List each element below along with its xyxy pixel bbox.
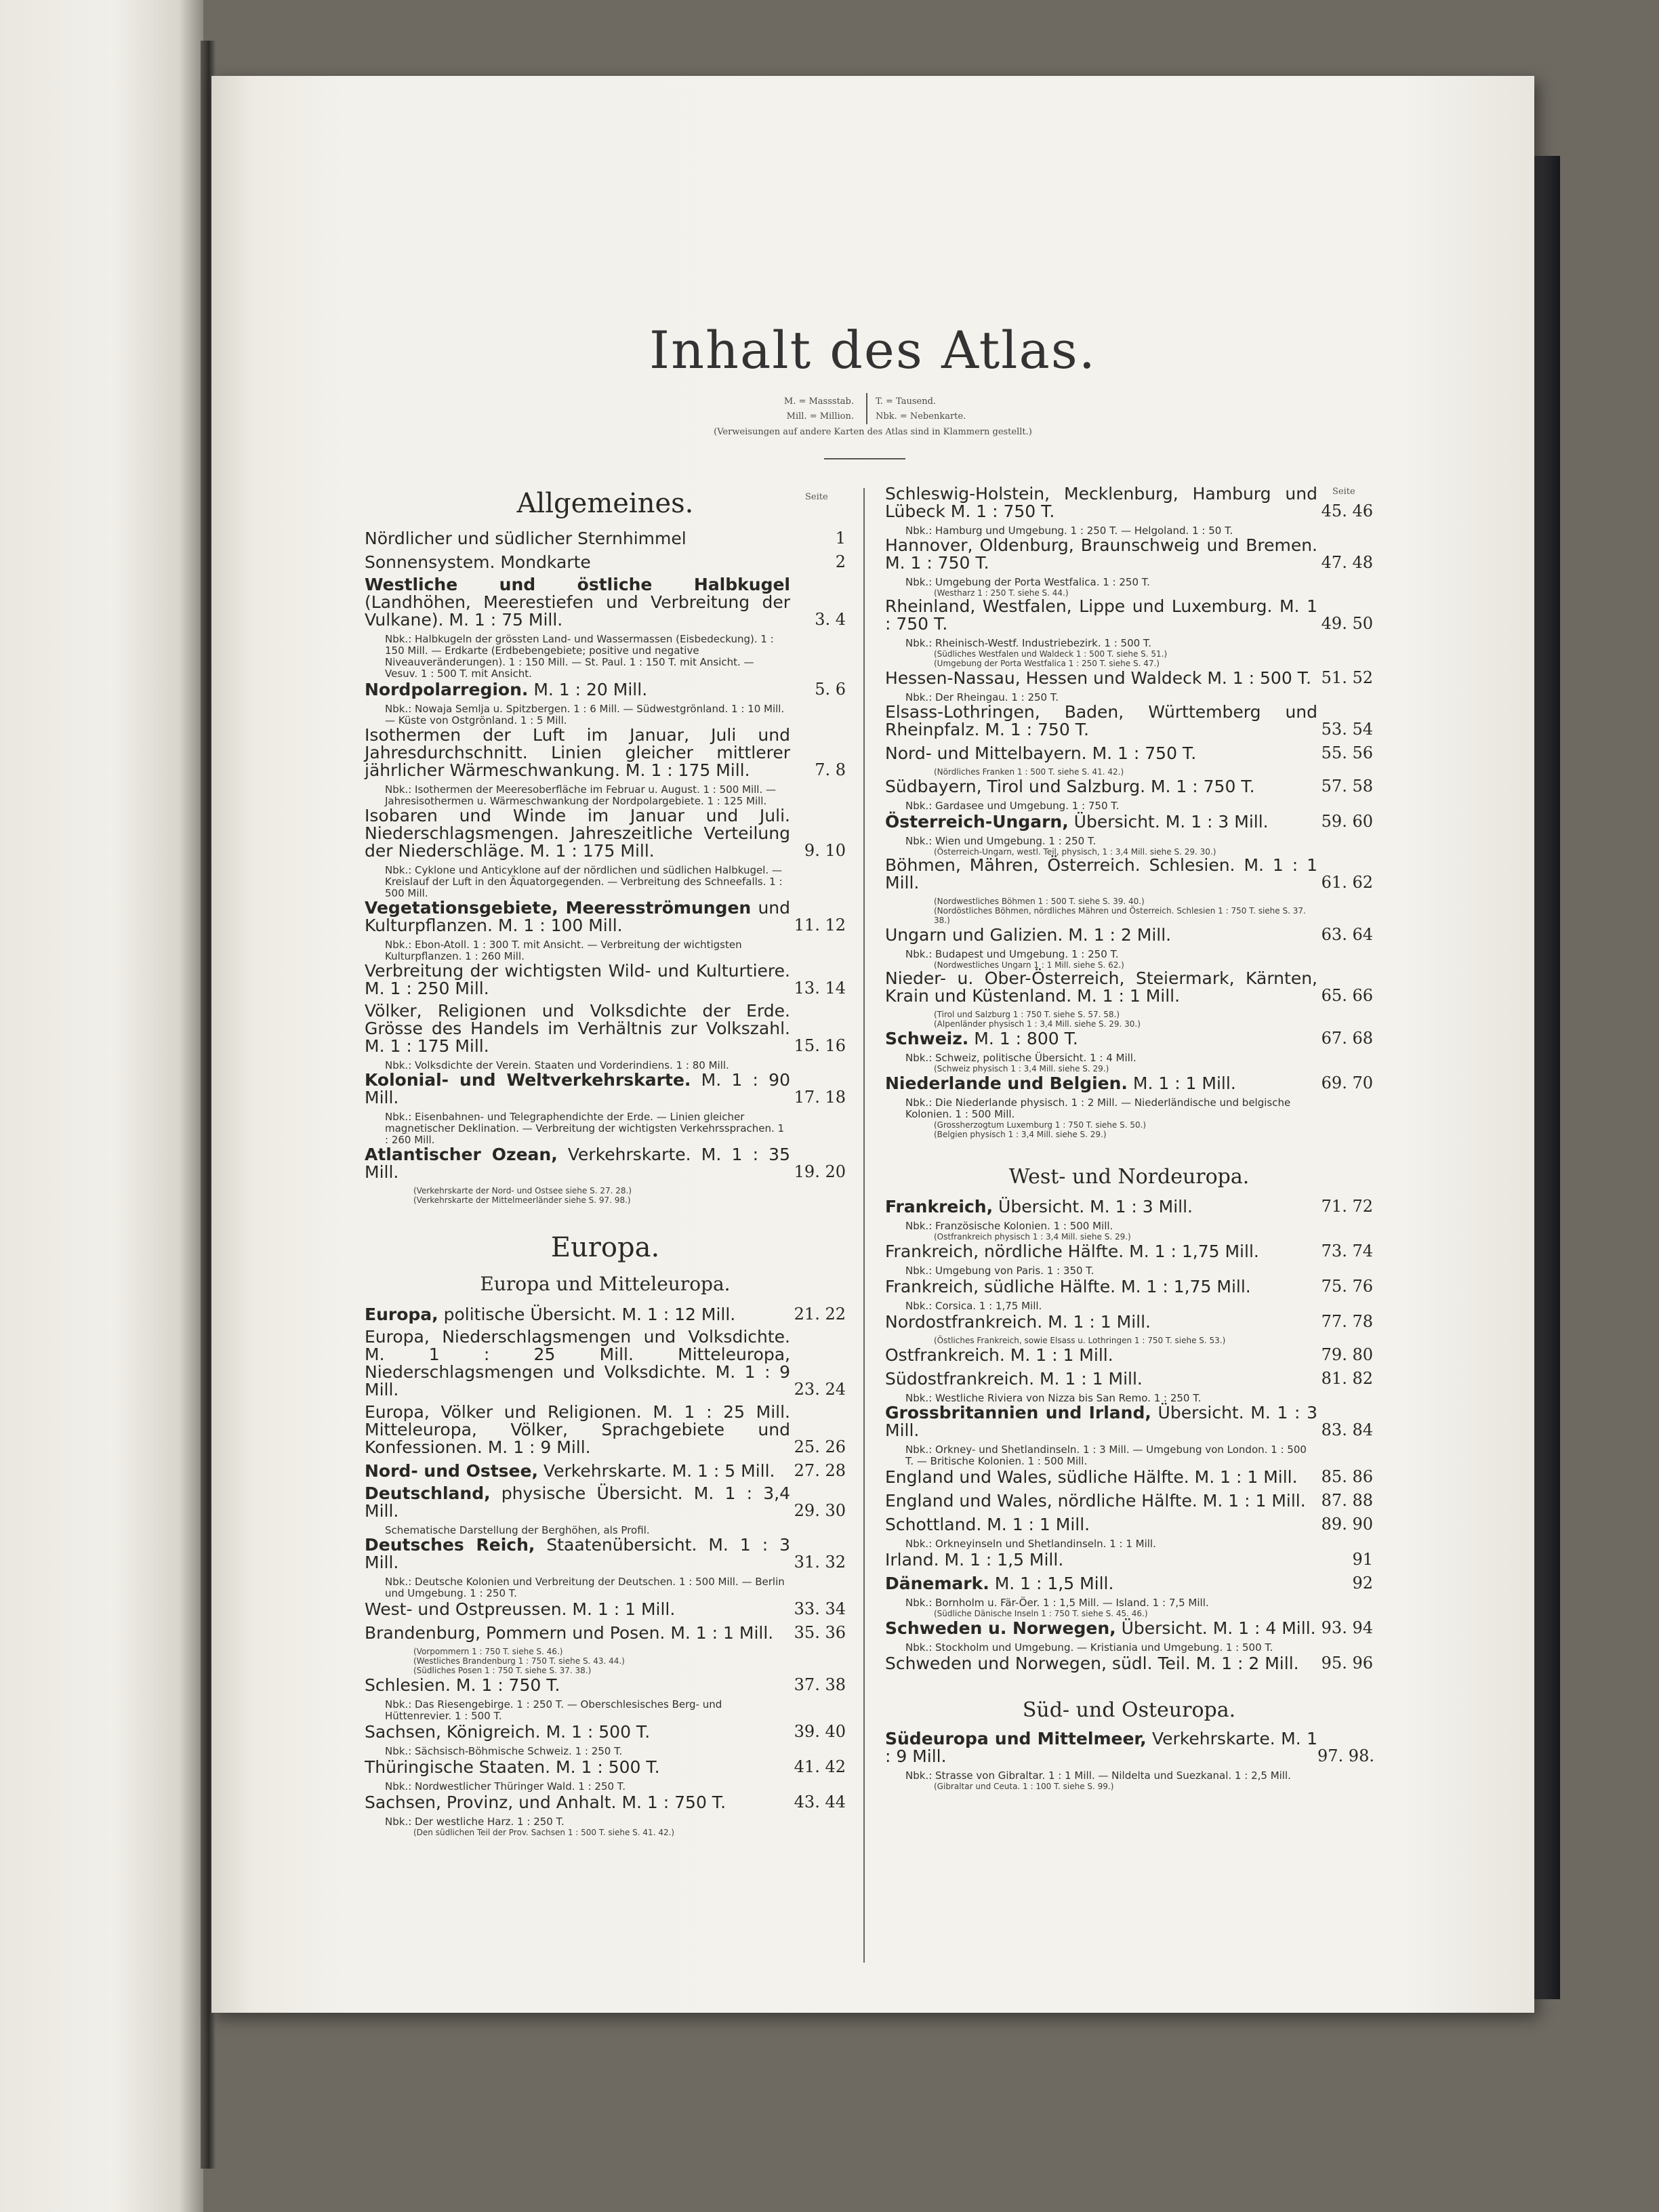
entry-page-number: 61. 62 [1321, 873, 1373, 892]
contents-entry [365, 1146, 846, 1181]
inset-map-note: Nbk.: Halbkugeln der grössten Land- und Wassermassen (Eisbedeckung). 1 : 150 Mill. — Erdkarte (Erdbebengebiete; positive und negative Niveauveränderungen). 1 : 150 Mill. — St. Paul. 1 : 150 T. mit Ansicht. — Vesuv. 1 : 500 T. mit Ansicht. [385, 633, 774, 680]
reference-note: (Verweisungen auf andere Karten des Atlas sind in Klammern gestellt.) [714, 427, 1032, 437]
subsection-heading: Europa und Mitteleuropa. [480, 1273, 731, 1295]
entry-title [365, 1759, 790, 1776]
entry-page-number: 71. 72 [1321, 1197, 1373, 1216]
entry-bold-title: Niederlande und Belgien. [885, 1073, 1128, 1093]
entry-page-number: 2 [835, 552, 846, 571]
entry-title [885, 1347, 1317, 1364]
entry-page-number: 57. 58 [1321, 777, 1373, 796]
entry-title [365, 1146, 790, 1181]
contents-entry [885, 1404, 1373, 1439]
entry-title [365, 807, 790, 860]
section-heading: Allgemeines. [516, 488, 694, 519]
cross-reference: (Nordwestliches Böhmen 1 : 500 T. siehe S. 39. 40.) [934, 897, 1145, 906]
entry-page-number: 45. 46 [1321, 501, 1373, 520]
cross-reference: (Den südlichen Teil der Prov. Sachsen 1 : 500 T. siehe S. 41. 42.) [413, 1828, 675, 1837]
entry-text: Nordostfrankreich. M. 1 : 1 Mill. [885, 1312, 1151, 1332]
contents-entry [885, 1369, 1373, 1388]
entry-title [885, 1655, 1317, 1673]
entry-bold-title: Atlantischer Ozean, [365, 1145, 558, 1164]
entry-title [885, 1030, 1317, 1048]
inset-map-note: Nbk.: Cyklone und Anticyklone auf der nördlichen und südlichen Halbkugel. — Kreislauf der Luft in den Äquatorgegenden. — Verbreitung des Schneefalls. 1 : 500 Mill. [385, 864, 783, 899]
inset-map-note: Nbk.: Corsica. 1 : 1,75 Mill. [905, 1300, 1042, 1312]
entry-page-number: 49. 50 [1321, 614, 1373, 633]
contents-entry [885, 1197, 1373, 1216]
cross-reference: (Grossherzogtum Luxemburg 1 : 750 T. siehe S. 50.) [934, 1120, 1147, 1130]
entry-text: Staatenübersicht. M. 1 : 3 Mill. [365, 1535, 790, 1572]
book-cover-edge [1533, 156, 1560, 1999]
entry-title [885, 1551, 1317, 1569]
page-column-label: Seite [805, 492, 828, 502]
inset-map-note: Nbk.: Isothermen der Meeresoberfläche im Februar u. August. 1 : 500 Mill. — Jahresisothermen u. Wärmeschwankung der Nordpolargebiete. 1 : 125 Mill. [385, 783, 777, 807]
inset-map-note: Nbk.: Französische Kolonien. 1 : 500 Mill. [905, 1220, 1113, 1232]
entry-page-number: 33. 34 [794, 1599, 846, 1618]
entry-text: Hessen-Nassau, Hessen und Waldeck M. 1 : 500 T. [885, 668, 1311, 688]
inset-map-note: Nbk.: Volksdichte der Verein. Staaten und Vorderindiens. 1 : 80 Mill. [385, 1059, 729, 1071]
entry-title [885, 1516, 1317, 1534]
entry-page-number: 81. 82 [1321, 1369, 1373, 1388]
entry-title [365, 899, 790, 935]
entry-page-number: 67. 68 [1321, 1029, 1373, 1048]
contents-entry [365, 1599, 846, 1618]
entry-title [365, 1002, 790, 1055]
entry-bold-title: Frankreich, [885, 1197, 994, 1216]
entry-page-number: 95. 96 [1321, 1654, 1373, 1673]
entry-title [365, 576, 790, 629]
entry-title [365, 1485, 790, 1520]
entry-text: Sachsen, Provinz, und Anhalt. M. 1 : 750 T. [365, 1793, 726, 1812]
entry-bold-title: Österreich-Ungarn, [885, 812, 1069, 832]
cross-reference: (Verkehrskarte der Mittelmeerländer siehe S. 97. 98.) [413, 1195, 631, 1205]
entry-title [885, 1730, 1317, 1765]
entry-page-number: 89. 90 [1321, 1515, 1373, 1534]
entry-title [885, 485, 1317, 520]
entry-text: Isobaren und Winde im Januar und Juli. Niederschlagsmengen. Jahreszeitliche Verteilung der Niederschläge. M. 1 : 175 Mill. [365, 806, 790, 861]
legend-item: T. = Tausend. [876, 396, 937, 407]
entry-page-number: 65. 66 [1321, 986, 1373, 1005]
entry-bold-title: Westliche und östliche Halbkugel [365, 575, 790, 594]
entry-page-number: 85. 86 [1321, 1467, 1373, 1486]
entry-bold-title: Südeuropa und Mittelmeer, [885, 1729, 1147, 1748]
cross-reference: (Vorpommern 1 : 750 T. siehe S. 46.) [413, 1647, 563, 1656]
entry-title [885, 926, 1317, 944]
entry-title [885, 537, 1317, 572]
entry-bold-title: Nord- und Ostsee, [365, 1461, 538, 1481]
entry-text: Ungarn und Galizien. M. 1 : 2 Mill. [885, 925, 1172, 945]
entry-title [365, 1794, 790, 1811]
inset-map-note: Nbk.: Wien und Umgebung. 1 : 250 T. [905, 835, 1097, 847]
entry-title [885, 778, 1317, 796]
entry-text: und Kulturpflanzen. M. 1 : 100 Mill. [365, 898, 790, 935]
entry-text: Isothermen der Luft im Januar, Juli und Jahresdurchschnitt. Linien gleicher mittlerer jährlicher Wärmeschwankung. M. 1 : 175 Mill. [365, 725, 790, 780]
entry-title [365, 1601, 790, 1618]
entry-page-number: 77. 78 [1321, 1312, 1373, 1331]
contents-entry [885, 1550, 1373, 1569]
entry-title [365, 1536, 790, 1572]
contents-entry [885, 485, 1373, 520]
contents-column-left [365, 485, 846, 1837]
entry-bold-title: Schweiz. [885, 1029, 969, 1048]
entry-page-number: 15. 16 [794, 1036, 846, 1055]
entry-page-number: 75. 76 [1321, 1277, 1373, 1296]
entry-text: Frankreich, südliche Hälfte. M. 1 : 1,75 Mill. [885, 1277, 1251, 1296]
contents-entry [885, 1491, 1373, 1510]
inset-map-note: Nbk.: Bornholm u. Fär-Öer. 1 : 1,5 Mill. — Island. 1 : 7,5 Mill. [905, 1597, 1209, 1609]
entry-text: Brandenburg, Pommern und Posen. M. 1 : 1 Mill. [365, 1623, 774, 1643]
entry-text: Schottland. M. 1 : 1 Mill. [885, 1515, 1090, 1534]
entry-bold-title: Kolonial- und Weltverkehrskarte. [365, 1070, 691, 1090]
entry-title [885, 1469, 1317, 1486]
contents-entry [885, 1574, 1373, 1593]
entry-text: Irland. M. 1 : 1,5 Mill. [885, 1550, 1064, 1570]
contents-entry [365, 726, 846, 779]
contents-entry [365, 552, 846, 571]
contents-entry [885, 1467, 1373, 1486]
contents-entry [365, 1404, 846, 1456]
section-heading: Europa. [550, 1232, 660, 1263]
entry-bold-title: Grossbritannien und Irland, [885, 1403, 1151, 1422]
contents-entry [885, 1345, 1373, 1364]
cross-reference: (Südliche Dänische Inseln 1 : 750 T. siehe S. 45. 46.) [934, 1609, 1148, 1618]
entry-page-number: 83. 84 [1321, 1420, 1373, 1439]
entry-title [885, 970, 1317, 1005]
entry-text: Thüringische Staaten. M. 1 : 500 T. [365, 1757, 660, 1777]
cross-reference: (Österreich-Ungarn, westl. Teil, physisch, 1 : 3,4 Mill. siehe S. 29. 30.) [934, 847, 1216, 857]
contents-entry [365, 529, 846, 548]
legend-item: M. = Massstab. [783, 396, 854, 407]
entry-page-number: 13. 14 [794, 979, 846, 998]
entry-text: Frankreich, nördliche Hälfte. M. 1 : 1,75 Mill. [885, 1242, 1259, 1261]
entry-text: Übersicht. M. 1 : 3 Mill. [998, 1197, 1193, 1216]
entry-text: Verkehrskarte. M. 1 : 9 Mill. [885, 1729, 1317, 1766]
cross-reference: (Umgebung der Porta Westfalica 1 : 250 T. siehe S. 47.) [934, 659, 1160, 668]
inset-map-note: Nbk.: Umgebung der Porta Westfalica. 1 : 250 T. [905, 576, 1150, 588]
section-heading: Süd- und Osteuropa. [1022, 1698, 1236, 1722]
entry-title [885, 1198, 1317, 1216]
entry-page-number: 19. 20 [794, 1162, 846, 1181]
entry-page-number: 69. 70 [1321, 1073, 1373, 1092]
entry-text: Verbreitung der wichtigsten Wild- und Kulturtiere. M. 1 : 250 Mill. [365, 961, 790, 998]
entry-title [365, 1462, 790, 1480]
entry-title [365, 1723, 790, 1741]
entry-text: Südbayern, Tirol und Salzburg. M. 1 : 750 T. [885, 777, 1255, 796]
contents-entry [365, 962, 846, 998]
entry-text: Sachsen, Königreich. M. 1 : 500 T. [365, 1722, 651, 1742]
entry-title [885, 703, 1317, 739]
contents-entry [365, 1536, 846, 1572]
entry-title [365, 530, 790, 548]
entry-page-number: 93. 94 [1321, 1618, 1373, 1637]
abbreviation-legend-left [718, 394, 854, 424]
entry-text: Europa, Völker und Religionen. M. 1 : 25 Mill. Mitteleuropa, Völker, Sprachgebiete und Konfessionen. M. 1 : 9 Mill. [365, 1402, 790, 1457]
atlas-contents-page [211, 76, 1534, 2013]
cross-reference: (Westliches Brandenburg 1 : 750 T. siehe S. 43. 44.) [413, 1656, 625, 1666]
cross-reference: (Verkehrskarte der Nord- und Ostsee siehe S. 27. 28.) [413, 1186, 632, 1195]
entry-text: politische Übersicht. M. 1 : 12 Mill. [443, 1305, 736, 1324]
inset-map-note: Nbk.: Umgebung von Paris. 1 : 350 T. [905, 1265, 1094, 1277]
entry-page-number: 5. 6 [815, 680, 846, 699]
contents-entry [885, 777, 1373, 796]
inset-map-note: Nbk.: Sächsisch-Böhmische Schweiz. 1 : 250 T. [385, 1745, 623, 1757]
entry-page-number: 7. 8 [815, 760, 846, 779]
page-column-label: Seite [1332, 487, 1355, 497]
entry-text: Europa, Niederschlagsmengen und Volksdichte. M. 1 : 25 Mill. Mitteleuropa, Niederschlagsmengen und Volksdichte. M. 1 : 9 Mill. [365, 1327, 790, 1399]
entry-page-number: 25. 26 [794, 1437, 846, 1456]
contents-entry [885, 668, 1373, 687]
contents-entry [885, 1277, 1373, 1296]
contents-entry [885, 925, 1373, 944]
entry-page-number: 53. 54 [1321, 720, 1373, 739]
entry-bold-title: Schweden u. Norwegen, [885, 1618, 1116, 1638]
entry-page-number: 35. 36 [794, 1623, 846, 1642]
inset-map-note: Nbk.: Budapest und Umgebung. 1 : 250 T. [905, 948, 1119, 960]
entry-text: Elsass-Lothringen, Baden, Württemberg und Rheinpfalz. M. 1 : 750 T. [885, 702, 1317, 739]
cross-reference: (Östliches Frankreich, sowie Elsass u. Lothringen 1 : 750 T. siehe S. 53.) [934, 1336, 1226, 1345]
entry-text: M. 1 : 1,5 Mill. [994, 1574, 1114, 1593]
entry-text: Verkehrskarte. M. 1 : 35 Mill. [365, 1145, 790, 1182]
entry-title [365, 962, 790, 998]
entry-text: Völker, Religionen und Volksdichte der Erde. Grösse des Handels im Verhältnis zur Volkszahl. M. 1 : 175 Mill. [365, 1001, 790, 1056]
contents-entry [365, 899, 846, 935]
entry-page-number: 21. 22 [794, 1305, 846, 1324]
entry-title [885, 813, 1317, 831]
contents-entry [885, 1073, 1373, 1092]
facing-page [0, 0, 203, 2212]
entry-title [885, 1575, 1317, 1593]
contents-entry [885, 703, 1373, 739]
entry-title [365, 1071, 790, 1107]
entry-title [885, 1278, 1317, 1296]
entry-title [885, 1313, 1317, 1331]
contents-entry [365, 1623, 846, 1642]
inset-map-note: Nbk.: Strasse von Gibraltar. 1 : 1 Mill. — Nildelta und Suezkanal. 1 : 2,5 Mill. [905, 1769, 1291, 1782]
entry-text: Nördlicher und südlicher Sternhimmel [365, 529, 687, 548]
contents-entry [365, 680, 846, 699]
legend-divider [866, 393, 867, 424]
entry-title [365, 1328, 790, 1399]
entry-bold-title: Dänemark. [885, 1574, 989, 1593]
title-rule [824, 458, 905, 459]
entry-text: Schweden und Norwegen, südl. Teil. M. 1 : 2 Mill. [885, 1654, 1299, 1673]
cross-reference: (Schweiz physisch 1 : 3,4 Mill. siehe S. 29.) [934, 1064, 1109, 1073]
entry-page-number: 9. 10 [804, 841, 846, 860]
entry-page-number: 39. 40 [794, 1722, 846, 1741]
entry-page-number: 31. 32 [794, 1553, 846, 1572]
contents-entry [885, 812, 1373, 831]
contents-entry [885, 537, 1373, 572]
contents-entry [885, 598, 1373, 633]
entry-text: Hannover, Oldenburg, Braunschweig und Bremen. M. 1 : 750 T. [885, 535, 1317, 573]
entry-bold-title: Vegetationsgebiete, Meeresströmungen [365, 898, 752, 918]
entry-title [885, 1243, 1317, 1261]
cross-reference: (Südliches Westfalen und Waldeck 1 : 500 T. siehe S. 51.) [934, 649, 1168, 659]
inset-map-note: Nbk.: Eisenbahnen- und Telegraphendichte der Erde. — Linien gleicher magnetischer Deklination. — Verbreitung der wichtigsten Verkehrssprachen. 1 : 260 Mill. [385, 1111, 785, 1146]
entry-title [885, 1492, 1317, 1510]
entry-text: Südostfrankreich. M. 1 : 1 Mill. [885, 1369, 1143, 1389]
contents-entry [365, 807, 846, 860]
cross-reference: (Tirol und Salzburg 1 : 750 T. siehe S. 57. 58.) [934, 1010, 1120, 1019]
entry-text: Übersicht. M. 1 : 3 Mill. [885, 1403, 1317, 1440]
entry-text: England und Wales, nördliche Hälfte. M. 1 : 1 Mill. [885, 1491, 1306, 1511]
contents-entry [365, 1793, 846, 1811]
entry-page-number: 29. 30 [794, 1501, 846, 1520]
contents-entry [885, 1029, 1373, 1048]
inset-map-note: Nbk.: Orkney- und Shetlandinseln. 1 : 3 Mill. — Umgebung von London. 1 : 500 T. — Britische Kolonien. 1 : 500 Mill. [905, 1443, 1307, 1467]
contents-entry [365, 576, 846, 629]
inset-map-note: Nbk.: Ebon-Atoll. 1 : 300 T. mit Ansicht. — Verbreitung der wichtigsten Kulturpflanzen. 1 : 260 Mill. [385, 939, 742, 962]
contents-entry [885, 1312, 1373, 1331]
entry-page-number: 23. 24 [794, 1380, 846, 1399]
entry-text: Übersicht. M. 1 : 4 Mill. [1121, 1618, 1316, 1638]
cross-reference: (Südliches Posen 1 : 750 T. siehe S. 37. 38.) [413, 1666, 592, 1675]
entry-title [885, 857, 1317, 892]
contents-entry [365, 1757, 846, 1776]
inset-map-note: Schematische Darstellung der Berghöhen, als Profil. [385, 1524, 650, 1536]
entry-text: Sonnensystem. Mondkarte [365, 552, 591, 572]
inset-map-note: Nbk.: Schweiz, politische Übersicht. 1 : 4 Mill. [905, 1052, 1136, 1064]
contents-entry [885, 970, 1373, 1005]
entry-text: England und Wales, südliche Hälfte. M. 1 : 1 Mill. [885, 1467, 1298, 1487]
cross-reference: (Belgien physisch 1 : 3,4 Mill. siehe S. 29.) [934, 1130, 1107, 1139]
entry-text: Ostfrankreich. M. 1 : 1 Mill. [885, 1345, 1113, 1365]
entry-text: M. 1 : 1 Mill. [1132, 1073, 1236, 1093]
contents-entry [365, 1461, 846, 1480]
inset-map-note: Nbk.: Deutsche Kolonien und Verbreitung der Deutschen. 1 : 500 Mill. — Berlin und Umgebung. 1 : 250 T. [385, 1576, 785, 1599]
cross-reference: (Alpenländer physisch 1 : 3,4 Mill. siehe S. 29. 30.) [934, 1019, 1141, 1029]
cross-reference: (Gibraltar und Ceuta. 1 : 100 T. siehe S. 99.) [934, 1782, 1114, 1791]
entry-title [885, 745, 1317, 762]
inset-map-note: Nbk.: Stockholm und Umgebung. — Kristiania und Umgebung. 1 : 500 T. [905, 1641, 1273, 1654]
inset-map-note: Nbk.: Gardasee und Umgebung. 1 : 750 T. [905, 800, 1120, 812]
entry-bold-title: Deutschland, [365, 1483, 491, 1503]
inset-map-note: Nbk.: Das Riesengebirge. 1 : 250 T. — Oberschlesisches Berg- und Hüttenrevier. 1 : 500 T. [385, 1698, 722, 1722]
entry-title [885, 1404, 1317, 1439]
entry-text: Böhmen, Mähren, Österreich. Schlesien. M. 1 : 1 Mill. [885, 855, 1317, 893]
contents-entry [365, 1328, 846, 1399]
entry-page-number: 59. 60 [1321, 812, 1373, 831]
entry-text: Schlesien. M. 1 : 750 T. [365, 1675, 560, 1695]
inset-map-note: Nbk.: Orkneyinseln und Shetlandinseln. 1 : 1 Mill. [905, 1538, 1156, 1550]
contents-column-right [885, 485, 1373, 1791]
entry-title [365, 1624, 790, 1642]
entry-text: Verkehrskarte. M. 1 : 5 Mill. [543, 1461, 775, 1481]
contents-entry [365, 1071, 846, 1107]
entry-title [365, 1404, 790, 1456]
entry-text: Rheinland, Westfalen, Lippe und Luxemburg. M. 1 : 750 T. [885, 596, 1317, 634]
entry-bold-title: Deutsches Reich, [365, 1535, 535, 1555]
inset-map-note: Nbk.: Die Niederlande physisch. 1 : 2 Mill. — Niederländische und belgische Kolonien. 1 : 500 Mill. [905, 1097, 1291, 1120]
entry-title [885, 1075, 1317, 1092]
contents-entry [885, 1242, 1373, 1261]
entry-text: M. 1 : 20 Mill. [533, 680, 648, 699]
entry-page-number: 27. 28 [794, 1461, 846, 1480]
contents-entry [365, 1675, 846, 1694]
inset-map-note: Nbk.: Hamburg und Umgebung. 1 : 250 T. — Helgoland. 1 : 50 T. [905, 525, 1233, 537]
cross-reference: (Ostfrankreich physisch 1 : 3,4 Mill. siehe S. 29.) [934, 1232, 1131, 1242]
contents-entry [365, 1002, 846, 1055]
entry-page-number: 55. 56 [1321, 743, 1373, 762]
entry-text: Übersicht. M. 1 : 3 Mill. [1073, 812, 1269, 832]
legend-item: Nbk. = Nebenkarte. [876, 411, 966, 422]
entry-title [365, 681, 790, 699]
entry-page-number: 1 [835, 529, 846, 548]
entry-page-number: 37. 38 [794, 1675, 846, 1694]
contents-entry [885, 857, 1373, 892]
entry-page-number: 41. 42 [794, 1757, 846, 1776]
inset-map-note: Nbk.: Der westliche Harz. 1 : 250 T. [385, 1816, 565, 1828]
inset-map-note: Nbk.: Rheinisch-Westf. Industriebezirk. 1 : 500 T. [905, 637, 1152, 649]
entry-page-number: 63. 64 [1321, 925, 1373, 944]
contents-entry [885, 1618, 1373, 1637]
entry-page-number: 92 [1352, 1574, 1373, 1593]
entry-title [365, 1306, 790, 1324]
entry-page-number: 17. 18 [794, 1088, 846, 1107]
entry-page-number: 79. 80 [1321, 1345, 1373, 1364]
entry-text: West- und Ostpreussen. M. 1 : 1 Mill. [365, 1599, 676, 1619]
inset-map-note: Nbk.: Nordwestlicher Thüringer Wald. 1 : 250 T. [385, 1780, 626, 1793]
entry-text: M. 1 : 800 T. [974, 1029, 1078, 1048]
inset-map-note: Nbk.: Nowaja Semlja u. Spitzbergen. 1 : 6 Mill. — Südwestgrönland. 1 : 10 Mill. — Küste von Ostgrönland. 1 : 5 Mill. [385, 703, 785, 726]
legend-item: Mill. = Million. [786, 411, 854, 422]
entry-page-number: 91 [1352, 1550, 1373, 1569]
contents-entry [885, 743, 1373, 762]
entry-text: physische Übersicht. M. 1 : 3,4 Mill. [365, 1483, 790, 1521]
cross-reference: (Nördliches Franken 1 : 500 T. siehe S. 41. 42.) [934, 767, 1124, 777]
entry-text: Nord- und Mittelbayern. M. 1 : 750 T. [885, 743, 1197, 763]
entry-page-number: 43. 44 [794, 1793, 846, 1811]
contents-entry [885, 1730, 1373, 1765]
entry-page-number: 51. 52 [1321, 668, 1373, 687]
entry-title [365, 554, 790, 571]
entry-text: Schleswig-Holstein, Mecklenburg, Hamburg und Lübeck M. 1 : 750 T. [885, 484, 1317, 521]
entry-page-number: 11. 12 [794, 916, 846, 935]
entry-text: M. 1 : 90 Mill. [365, 1070, 790, 1107]
contents-entry [885, 1654, 1373, 1673]
entry-title [365, 1677, 790, 1694]
entry-page-number: 87. 88 [1321, 1491, 1373, 1510]
contents-entry [365, 1722, 846, 1741]
cross-reference: (Nordöstliches Böhmen, nördliches Mähren und Österreich. Schlesien 1 : 750 T. siehe S. 37. 38.) [934, 906, 1306, 925]
cross-reference: (Westharz 1 : 250 T. siehe S. 44.) [934, 588, 1069, 598]
inset-map-note: Nbk.: Westliche Riviera von Nizza bis San Remo. 1 : 250 T. [905, 1392, 1202, 1404]
entry-text: (Landhöhen, Meerestiefen und Verbreitung der Vulkane). M. 1 : 75 Mill. [365, 592, 790, 630]
entry-title [885, 598, 1317, 633]
abbreviation-legend-right [876, 394, 1011, 424]
entry-page-number: 47. 48 [1321, 553, 1373, 572]
entry-bold-title: Nordpolarregion. [365, 680, 529, 699]
inset-map-note: Nbk.: Der Rheingau. 1 : 250 T. [905, 691, 1059, 703]
entry-page-number: 3. 4 [815, 610, 846, 629]
entry-bold-title: Europa, [365, 1305, 438, 1324]
entry-title [885, 1370, 1317, 1388]
entry-page-number: 73. 74 [1321, 1242, 1373, 1261]
cross-reference: (Nordwestliches Ungarn 1 : 1 Mill. siehe S. 62.) [934, 960, 1124, 970]
contents-entry [365, 1485, 846, 1520]
contents-entry [885, 1515, 1373, 1534]
page-title: Inhalt des Atlas. [649, 320, 1097, 380]
entry-title [365, 726, 790, 779]
entry-title [885, 670, 1317, 687]
entry-text: Nieder- u. Ober-Österreich, Steiermark, Kärnten, Krain und Küstenland. M. 1 : 1 Mill. [885, 968, 1317, 1006]
entry-page-number: 97. 98. [1317, 1746, 1374, 1765]
entry-title [885, 1620, 1317, 1637]
column-divider [863, 488, 865, 1963]
contents-entry [365, 1305, 846, 1324]
section-heading: West- und Nordeuropa. [1008, 1165, 1250, 1189]
